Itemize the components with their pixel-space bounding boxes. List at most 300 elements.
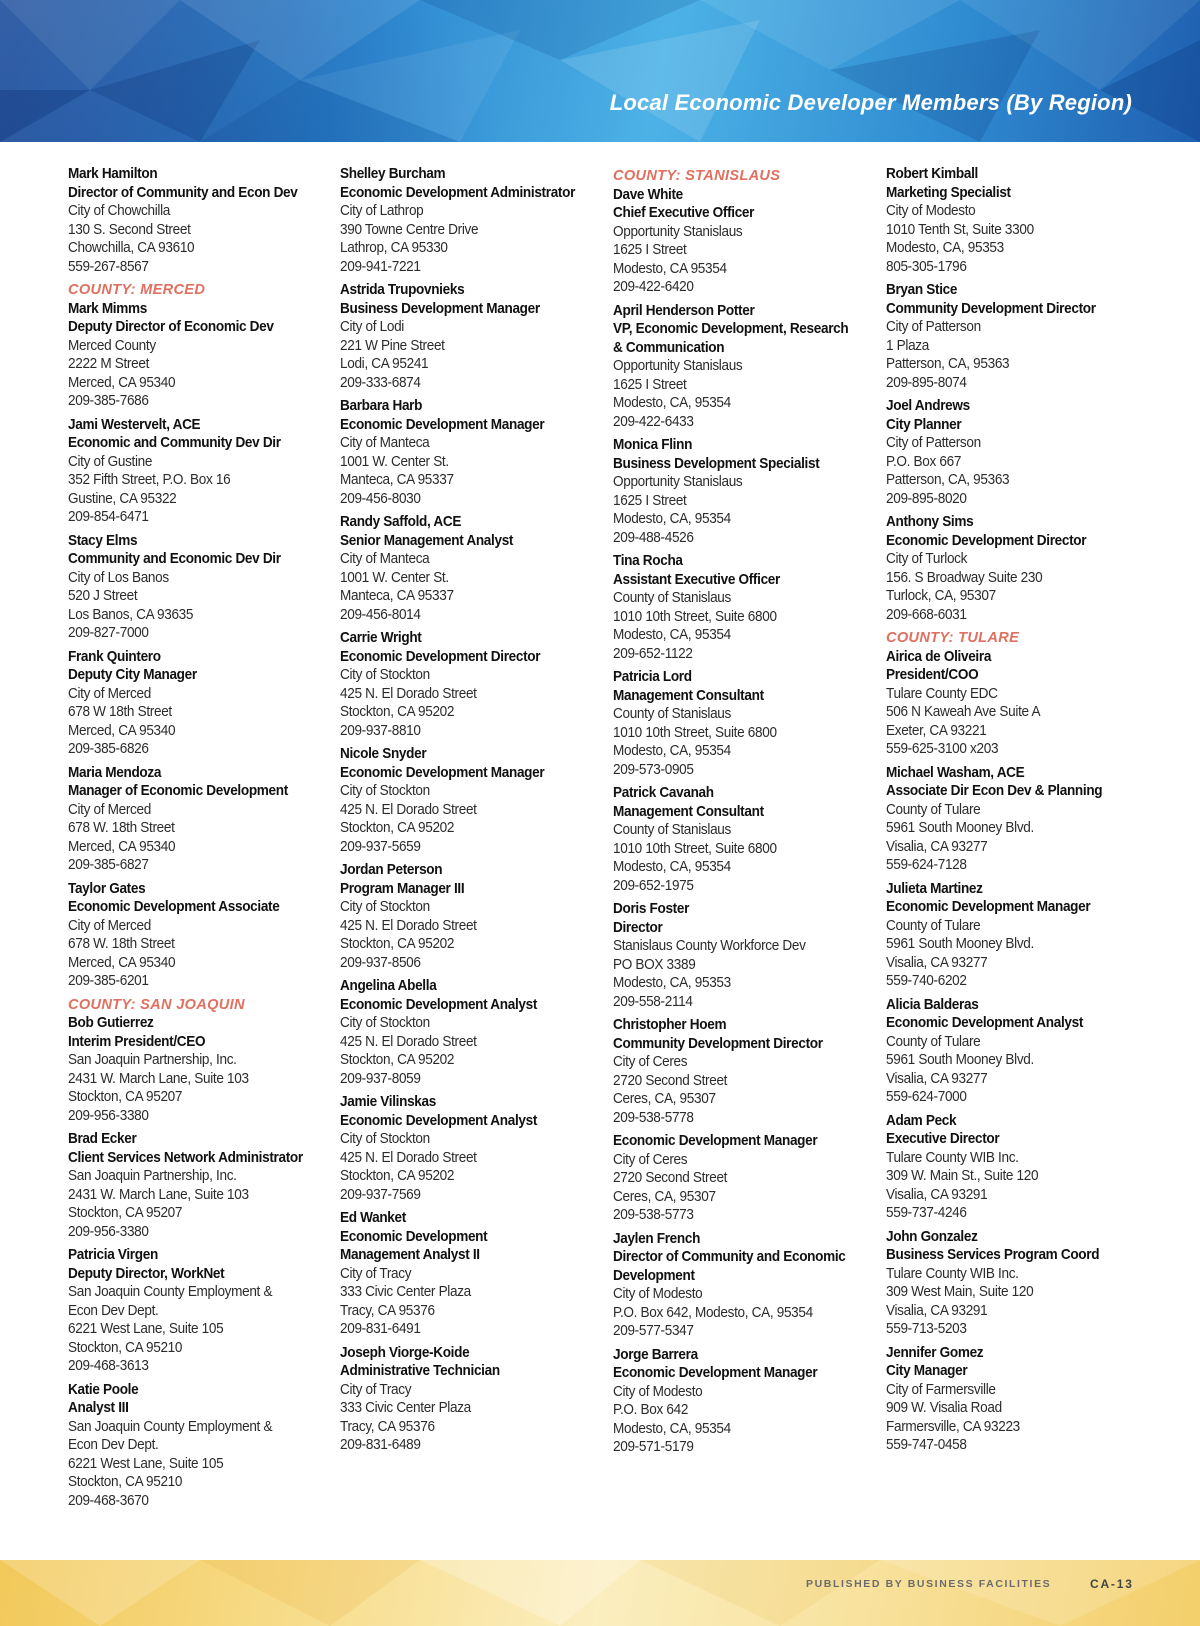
contact-detail: City of Stockton xyxy=(340,667,430,683)
contact-name: Anthony Sims xyxy=(886,514,974,530)
directory-column-3 xyxy=(613,165,875,1462)
contact-phone: 209-827-7000 xyxy=(68,625,149,641)
contact-detail: City of Patterson xyxy=(886,435,981,451)
contact-title: & Communication xyxy=(613,339,725,356)
contact-detail: Modesto, CA, 95353 xyxy=(886,240,1004,256)
contact-detail: San Joaquin County Employment & xyxy=(68,1418,273,1435)
contact-detail: San Joaquin County Employment & xyxy=(68,1284,273,1300)
contact-entry xyxy=(340,629,602,740)
contact-detail: 678 W. 18th Street xyxy=(68,820,175,836)
contact-entry xyxy=(68,764,330,875)
contact-detail: Stockton, CA 95202 xyxy=(340,936,455,952)
contact-name: Jaylen French xyxy=(613,1230,701,1247)
contact-detail: Opportunity Stanislaus xyxy=(613,223,743,240)
contact-entry xyxy=(68,1130,330,1241)
contact-detail: 352 Fifth Street, P.O. Box 16 xyxy=(68,472,231,488)
contact-detail: 5961 South Mooney Blvd. xyxy=(886,1052,1034,1068)
contact-name: Joseph Viorge-Koide xyxy=(340,1344,470,1361)
contact-phone: 209-956-3380 xyxy=(68,1223,149,1240)
contact-detail: Modesto, CA, 95353 xyxy=(613,975,731,991)
contact-title: Interim President/CEO xyxy=(68,1033,206,1050)
contact-phone: 209-385-6826 xyxy=(68,741,149,757)
contact-phone: 209-573-0905 xyxy=(613,761,694,778)
contact-title: Economic Development Manager xyxy=(886,899,1091,915)
contact-name: Michael Washam, ACE xyxy=(886,764,1025,781)
contact-entry xyxy=(886,648,1148,759)
contact-phone: 209-333-6874 xyxy=(340,374,421,391)
contact-title: Economic Development Manager xyxy=(340,416,545,433)
contact-name: Nicole Snyder xyxy=(340,746,427,762)
contact-detail: 333 Civic Center Plaza xyxy=(340,1400,471,1416)
contact-title: Director of Community and Econ Dev xyxy=(68,184,298,201)
county-heading: COUNTY: MERCED xyxy=(68,282,206,298)
contact-phone: 209-538-5778 xyxy=(613,1109,694,1126)
contact-name: Dave White xyxy=(613,186,683,203)
contact-detail: City of Manteca xyxy=(340,551,430,567)
contact-detail: Visalia, CA 93277 xyxy=(886,954,988,971)
contact-detail: 425 N. El Dorado Street xyxy=(340,685,477,702)
contact-entry xyxy=(886,996,1148,1107)
contact-title: Senior Management Analyst xyxy=(340,532,514,549)
contact-title: Economic Development Manager xyxy=(613,1365,818,1381)
contact-name: Mark Hamilton xyxy=(68,166,158,182)
contact-phone: 209-652-1975 xyxy=(613,877,694,894)
contact-detail: Ceres, CA, 95307 xyxy=(613,1188,716,1205)
contact-detail: Turlock, CA, 95307 xyxy=(886,588,996,604)
contact-detail: Tracy, CA 95376 xyxy=(340,1302,435,1319)
contact-detail: Chowchilla, CA 93610 xyxy=(68,240,195,256)
contact-entry xyxy=(340,861,602,972)
contact-entry xyxy=(340,977,602,1088)
contact-detail: City of Los Banos xyxy=(68,569,169,586)
contact-title: Director of Community and Economic xyxy=(613,1249,846,1265)
contact-title: Deputy Director, WorkNet xyxy=(68,1265,225,1282)
contact-detail: City of Gustine xyxy=(68,453,153,470)
contact-detail: San Joaquin Partnership, Inc. xyxy=(68,1052,237,1068)
contact-detail: City of Modesto xyxy=(613,1383,703,1400)
contact-entry xyxy=(68,1246,330,1376)
contact-detail: 6221 West Lane, Suite 105 xyxy=(68,1455,224,1472)
contact-entry xyxy=(886,1228,1148,1339)
contact-title: Economic Development Analyst xyxy=(340,1112,538,1129)
contact-title: President/COO xyxy=(886,667,979,683)
contact-phone: 209-937-8810 xyxy=(340,722,421,739)
contact-detail: Visalia, CA 93277 xyxy=(886,838,988,855)
contact-phone: 209-941-7221 xyxy=(340,258,421,275)
contact-entry xyxy=(68,648,330,759)
contact-detail: Stockton, CA 95202 xyxy=(340,820,455,836)
county-heading: COUNTY: STANISLAUS xyxy=(613,168,781,184)
contact-phone: 559-747-0458 xyxy=(886,1437,967,1453)
contact-phone: 559-713-5203 xyxy=(886,1321,967,1337)
contact-detail: 1625 I Street xyxy=(613,492,687,509)
contact-detail: 1010 Tenth St, Suite 3300 xyxy=(886,221,1034,238)
contact-phone: 209-831-6491 xyxy=(340,1321,421,1337)
contact-entry xyxy=(613,668,875,779)
contact-detail: Stockton, CA 95210 xyxy=(68,1339,183,1356)
contact-entry xyxy=(886,764,1148,875)
contact-detail: 425 N. El Dorado Street xyxy=(340,1033,477,1050)
contact-detail: 425 N. El Dorado Street xyxy=(340,801,477,818)
contact-title: City Manager xyxy=(886,1363,968,1379)
contact-title: Analyst III xyxy=(68,1400,129,1416)
contact-detail: Stockton, CA 95210 xyxy=(68,1474,183,1490)
contact-phone: 209-956-3380 xyxy=(68,1107,149,1124)
contact-detail: City of Tracy xyxy=(340,1265,412,1282)
contact-phone: 209-895-8020 xyxy=(886,490,967,507)
contact-detail: City of Turlock xyxy=(886,551,968,567)
contact-title: Economic Development Director xyxy=(886,532,1087,549)
contact-phone: 559-267-8567 xyxy=(68,258,149,275)
contact-name: Patricia Lord xyxy=(613,669,692,685)
contact-entry xyxy=(613,186,875,297)
contact-detail: 520 J Street xyxy=(68,588,138,604)
contact-title: Client Services Network Administrator xyxy=(68,1149,303,1166)
contact-detail: City of Ceres xyxy=(613,1054,688,1070)
contact-detail: City of Chowchilla xyxy=(68,203,171,219)
contact-entry xyxy=(613,436,875,547)
contact-name: Shelley Burcham xyxy=(340,166,446,182)
contact-detail: City of Stockton xyxy=(340,1015,430,1031)
contact-name: Christopher Hoem xyxy=(613,1017,727,1033)
contact-phone: 209-456-8030 xyxy=(340,490,421,507)
contact-detail: Modesto, CA, 95354 xyxy=(613,395,731,411)
contact-entry xyxy=(613,1016,875,1127)
contact-detail: Patterson, CA, 95363 xyxy=(886,472,1010,488)
contact-detail: Modesto, CA, 95354 xyxy=(613,511,731,527)
contact-entry xyxy=(613,784,875,895)
contact-detail: Tulare County EDC xyxy=(886,685,998,702)
contact-detail: 2720 Second Street xyxy=(613,1170,728,1186)
contact-entry xyxy=(68,165,330,276)
contact-detail: Exeter, CA 93221 xyxy=(886,722,987,739)
contact-title: Management Analyst II xyxy=(340,1247,480,1263)
contact-name: Julieta Martinez xyxy=(886,880,983,897)
contact-detail: Econ Dev Dept. xyxy=(68,1302,159,1319)
contact-phone: 209-831-6489 xyxy=(340,1437,421,1453)
contact-detail: 2222 M Street xyxy=(68,356,150,372)
contact-title: Management Consultant xyxy=(613,803,764,820)
contact-phone: 209-456-8014 xyxy=(340,606,421,623)
directory-column-2 xyxy=(340,165,602,1460)
contact-detail: Tracy, CA 95376 xyxy=(340,1418,435,1435)
contact-name: Stacy Elms xyxy=(68,532,138,549)
contact-detail: 506 N Kaweah Ave Suite A xyxy=(886,704,1041,720)
contact-entry xyxy=(68,1014,330,1125)
contact-detail: City of Modesto xyxy=(886,203,976,219)
contact-detail: Ceres, CA, 95307 xyxy=(613,1091,716,1107)
contact-entry xyxy=(68,300,330,411)
contact-name: Joel Andrews xyxy=(886,398,970,414)
contact-title: Community Development Director xyxy=(613,1035,823,1052)
contact-detail: Manteca, CA 95337 xyxy=(340,472,454,488)
contact-title: Economic Development Manager xyxy=(340,764,545,781)
contact-phone: 209-468-3670 xyxy=(68,1492,149,1509)
contact-detail: Stockton, CA 95207 xyxy=(68,1205,183,1221)
contact-name: Katie Poole xyxy=(68,1381,139,1398)
contact-phone: 209-538-5773 xyxy=(613,1207,694,1223)
contact-detail: 1001 W. Center St. xyxy=(340,569,449,586)
contact-name: Tina Rocha xyxy=(613,553,683,569)
contact-title: Director xyxy=(613,919,663,936)
contact-name: Jordan Peterson xyxy=(340,862,443,878)
contact-title: Economic Development Administrator xyxy=(340,184,576,201)
contact-detail: 1625 I Street xyxy=(613,376,687,393)
contact-detail: 1010 10th Street, Suite 6800 xyxy=(613,608,777,625)
contact-detail: City of Lathrop xyxy=(340,203,424,219)
contact-detail: P.O. Box 642 xyxy=(613,1402,689,1418)
contact-detail: City of Patterson xyxy=(886,319,981,335)
contact-detail: San Joaquin Partnership, Inc. xyxy=(68,1168,237,1184)
contact-phone: 209-895-8074 xyxy=(886,374,967,391)
county-heading: COUNTY: TULARE xyxy=(886,630,1020,646)
contact-title: Management Consultant xyxy=(613,687,764,704)
contact-phone: 559-624-7128 xyxy=(886,857,967,873)
contact-phone: 209-385-6827 xyxy=(68,857,149,873)
contact-detail: City of Lodi xyxy=(340,319,404,335)
contact-title: Economic Development Director xyxy=(340,648,541,665)
contact-name: Robert Kimball xyxy=(886,166,978,182)
contact-detail: 333 Civic Center Plaza xyxy=(340,1284,471,1300)
contact-title: Deputy City Manager xyxy=(68,667,197,683)
contact-name: Taylor Gates xyxy=(68,880,146,897)
contact-name: Jamie Vilinskas xyxy=(340,1094,436,1110)
contact-detail: Merced, CA 95340 xyxy=(68,838,176,855)
contact-detail: Tulare County WIB Inc. xyxy=(886,1149,1019,1166)
contact-detail: Modesto, CA, 95354 xyxy=(613,1420,731,1437)
contact-detail: County of Stanislaus xyxy=(613,822,731,838)
contact-phone: 209-937-8059 xyxy=(340,1070,421,1087)
contact-title: Program Manager III xyxy=(340,880,465,897)
contact-detail: 390 Towne Centre Drive xyxy=(340,221,479,238)
footer-banner xyxy=(0,1560,1200,1626)
contact-name: Brad Ecker xyxy=(68,1131,137,1147)
contact-name: Angelina Abella xyxy=(340,978,437,994)
contact-title: Administrative Technician xyxy=(340,1363,500,1379)
contact-phone: 209-571-5179 xyxy=(613,1439,694,1455)
contact-detail: Visalia, CA 93277 xyxy=(886,1070,988,1087)
contact-entry xyxy=(886,281,1148,392)
contact-detail: Merced County xyxy=(68,337,156,354)
contact-detail: 309 W. Main St., Suite 120 xyxy=(886,1168,1039,1184)
contact-detail: Los Banos, CA 93635 xyxy=(68,606,194,623)
page-title: Local Economic Developer Members (By Region) xyxy=(609,90,1132,115)
contact-detail: City of Stockton xyxy=(340,899,430,915)
contact-entry xyxy=(886,880,1148,991)
contact-entry xyxy=(68,416,330,527)
contact-entry xyxy=(886,165,1148,276)
contact-title: Marketing Specialist xyxy=(886,184,1011,201)
contact-detail: Stockton, CA 95202 xyxy=(340,1168,455,1184)
contact-detail: Econ Dev Dept. xyxy=(68,1437,159,1453)
contact-detail: City of Merced xyxy=(68,801,151,818)
contact-entry xyxy=(68,880,330,991)
contact-entry xyxy=(886,397,1148,508)
contact-detail: Farmersville, CA 93223 xyxy=(886,1418,1020,1435)
contact-detail: 156. S Broadway Suite 230 xyxy=(886,569,1043,586)
contact-entry xyxy=(68,532,330,643)
contact-title: Business Services Program Coord xyxy=(886,1247,1100,1263)
contact-detail: 1001 W. Center St. xyxy=(340,453,449,470)
contact-detail: Lathrop, CA 95330 xyxy=(340,240,448,256)
contact-detail: City of Merced xyxy=(68,917,151,934)
contact-phone: 209-422-6420 xyxy=(613,279,694,295)
contact-entry xyxy=(886,1344,1148,1455)
contact-title: City Planner xyxy=(886,416,962,433)
contact-title: Community Development Director xyxy=(886,300,1096,317)
contact-detail: P.O. Box 667 xyxy=(886,453,962,470)
contact-detail: 5961 South Mooney Blvd. xyxy=(886,820,1034,836)
contact-title: Economic and Community Dev Dir xyxy=(68,435,281,451)
footer-polygon-pattern xyxy=(0,1560,1200,1626)
contact-title: Economic Development Manager xyxy=(613,1133,818,1149)
contact-detail: 425 N. El Dorado Street xyxy=(340,917,477,934)
contact-phone: 209-668-6031 xyxy=(886,606,967,623)
contact-detail: Visalia, CA 93291 xyxy=(886,1186,988,1203)
contact-detail: 909 W. Visalia Road xyxy=(886,1400,1002,1416)
contact-name: Bob Gutierrez xyxy=(68,1015,154,1031)
contact-name: Airica de Oliveira xyxy=(886,648,992,665)
contact-phone: 559-740-6202 xyxy=(886,973,967,989)
contact-phone: 209-468-3613 xyxy=(68,1358,149,1374)
contact-phone: 209-854-6471 xyxy=(68,509,149,525)
contact-phone: 209-558-2114 xyxy=(613,993,693,1010)
contact-title: Chief Executive Officer xyxy=(613,205,755,221)
contact-entry xyxy=(613,900,875,1011)
contact-detail: 130 S. Second Street xyxy=(68,221,191,238)
contact-detail: P.O. Box 642, Modesto, CA, 95354 xyxy=(613,1304,813,1321)
contact-phone: 209-488-4526 xyxy=(613,529,694,546)
contact-detail: 1010 10th Street, Suite 6800 xyxy=(613,840,777,857)
contact-detail: Opportunity Stanislaus xyxy=(613,474,743,490)
contact-entry xyxy=(340,1344,602,1455)
contact-phone: 559-624-7000 xyxy=(886,1089,967,1105)
contact-detail: 1 Plaza xyxy=(886,337,929,354)
header-polygon-pattern xyxy=(0,0,1200,142)
contact-entry xyxy=(340,745,602,856)
contact-detail: Stockton, CA 95202 xyxy=(340,1052,455,1068)
contact-detail: Modesto, CA, 95354 xyxy=(613,743,731,759)
contact-detail: County of Stanislaus xyxy=(613,706,731,722)
contact-phone: 209-385-7686 xyxy=(68,393,149,409)
contact-entry xyxy=(613,1346,875,1457)
directory-columns xyxy=(0,165,1200,1535)
contact-title: Executive Director xyxy=(886,1131,1000,1147)
contact-phone: 209-937-8506 xyxy=(340,954,421,971)
contact-name: Monica Flinn xyxy=(613,437,693,453)
contact-detail: 2431 W. March Lane, Suite 103 xyxy=(68,1186,249,1203)
header-banner xyxy=(0,0,1200,142)
contact-title: Economic Development Analyst xyxy=(340,996,538,1013)
contact-phone: 209-577-5347 xyxy=(613,1323,694,1339)
contact-detail: County of Stanislaus xyxy=(613,590,731,606)
contact-entry xyxy=(340,1209,602,1339)
contact-title: Community and Economic Dev Dir xyxy=(68,551,281,567)
contact-detail: City of Merced xyxy=(68,685,151,702)
contact-name: Bryan Stice xyxy=(886,282,958,298)
contact-detail: Tulare County WIB Inc. xyxy=(886,1265,1019,1282)
contact-name: Frank Quintero xyxy=(68,648,161,665)
contact-detail: Stockton, CA 95207 xyxy=(68,1089,183,1105)
contact-detail: 2720 Second Street xyxy=(613,1072,728,1089)
contact-entry xyxy=(886,513,1148,624)
contact-name: April Henderson Potter xyxy=(613,302,755,319)
contact-detail: City of Tracy xyxy=(340,1381,412,1398)
contact-detail: Visalia, CA 93291 xyxy=(886,1302,988,1319)
contact-detail: Merced, CA 95340 xyxy=(68,722,176,739)
publisher-credit: PUBLISHED BY BUSINESS FACILITIES xyxy=(806,1578,1052,1590)
contact-detail: County of Tulare xyxy=(886,917,981,934)
contact-title: Business Development Manager xyxy=(340,300,540,317)
contact-name: Randy Saffold, ACE xyxy=(340,514,462,530)
contact-detail: PO BOX 3389 xyxy=(613,956,696,973)
contact-name: Doris Foster xyxy=(613,901,690,917)
contact-title: Deputy Director of Economic Dev xyxy=(68,319,274,335)
contact-detail: Merced, CA 95340 xyxy=(68,374,176,391)
directory-column-4 xyxy=(886,165,1148,1460)
contact-detail: County of Tulare xyxy=(886,1033,981,1050)
contact-detail: 309 West Main, Suite 120 xyxy=(886,1284,1034,1300)
contact-name: Patricia Virgen xyxy=(68,1247,158,1263)
contact-phone: 209-937-5659 xyxy=(340,838,421,855)
contact-title: Assistant Executive Officer xyxy=(613,571,780,588)
contact-phone: 209-937-7569 xyxy=(340,1186,421,1203)
contact-detail: City of Modesto xyxy=(613,1286,703,1302)
contact-name: Astrida Trupovnieks xyxy=(340,282,465,298)
contact-detail: 678 W 18th Street xyxy=(68,704,172,720)
contact-detail: Modesto, CA, 95354 xyxy=(613,859,731,875)
contact-entry xyxy=(613,1132,875,1225)
contact-detail: Gustine, CA 95322 xyxy=(68,490,177,507)
contact-detail: 5961 South Mooney Blvd. xyxy=(886,936,1034,952)
directory-column-1 xyxy=(68,165,330,1515)
contact-title: Economic Development xyxy=(340,1228,488,1245)
contact-entry xyxy=(613,1230,875,1341)
contact-detail: 1625 I Street xyxy=(613,242,687,258)
contact-phone: 209-652-1122 xyxy=(613,645,693,662)
contact-detail: 221 W Pine Street xyxy=(340,337,445,354)
contact-detail: City of Stockton xyxy=(340,1131,430,1147)
contact-title: Development xyxy=(613,1267,695,1284)
contact-phone: 805-305-1796 xyxy=(886,258,967,275)
contact-detail: Modesto, CA 95354 xyxy=(613,260,727,277)
contact-name: Patrick Cavanah xyxy=(613,785,714,801)
contact-detail: Lodi, CA 95241 xyxy=(340,356,429,372)
contact-entry xyxy=(613,552,875,663)
contact-name: Jami Westervelt, ACE xyxy=(68,416,201,433)
contact-detail: City of Farmersville xyxy=(886,1381,996,1398)
contact-phone: 209-385-6201 xyxy=(68,973,149,989)
contact-entry xyxy=(613,302,875,432)
contact-name: Mark Mimms xyxy=(68,300,147,317)
contact-name: Adam Peck xyxy=(886,1112,957,1129)
contact-name: Maria Mendoza xyxy=(68,764,162,781)
contact-entry xyxy=(340,513,602,624)
contact-name: Jorge Barrera xyxy=(613,1346,698,1363)
contact-detail: City of Manteca xyxy=(340,435,430,451)
contact-phone: 559-625-3100 x203 xyxy=(886,741,999,757)
contact-title: Business Development Specialist xyxy=(613,455,820,472)
contact-detail: Opportunity Stanislaus xyxy=(613,358,743,374)
contact-detail: Manteca, CA 95337 xyxy=(340,588,454,604)
contact-name: Jennifer Gomez xyxy=(886,1344,984,1361)
contact-detail: Stockton, CA 95202 xyxy=(340,704,455,720)
contact-title: VP, Economic Development, Research xyxy=(613,321,849,337)
contact-detail: City of Stockton xyxy=(340,783,430,799)
contact-entry xyxy=(340,281,602,392)
contact-detail: Merced, CA 95340 xyxy=(68,954,176,971)
contact-entry xyxy=(340,397,602,508)
